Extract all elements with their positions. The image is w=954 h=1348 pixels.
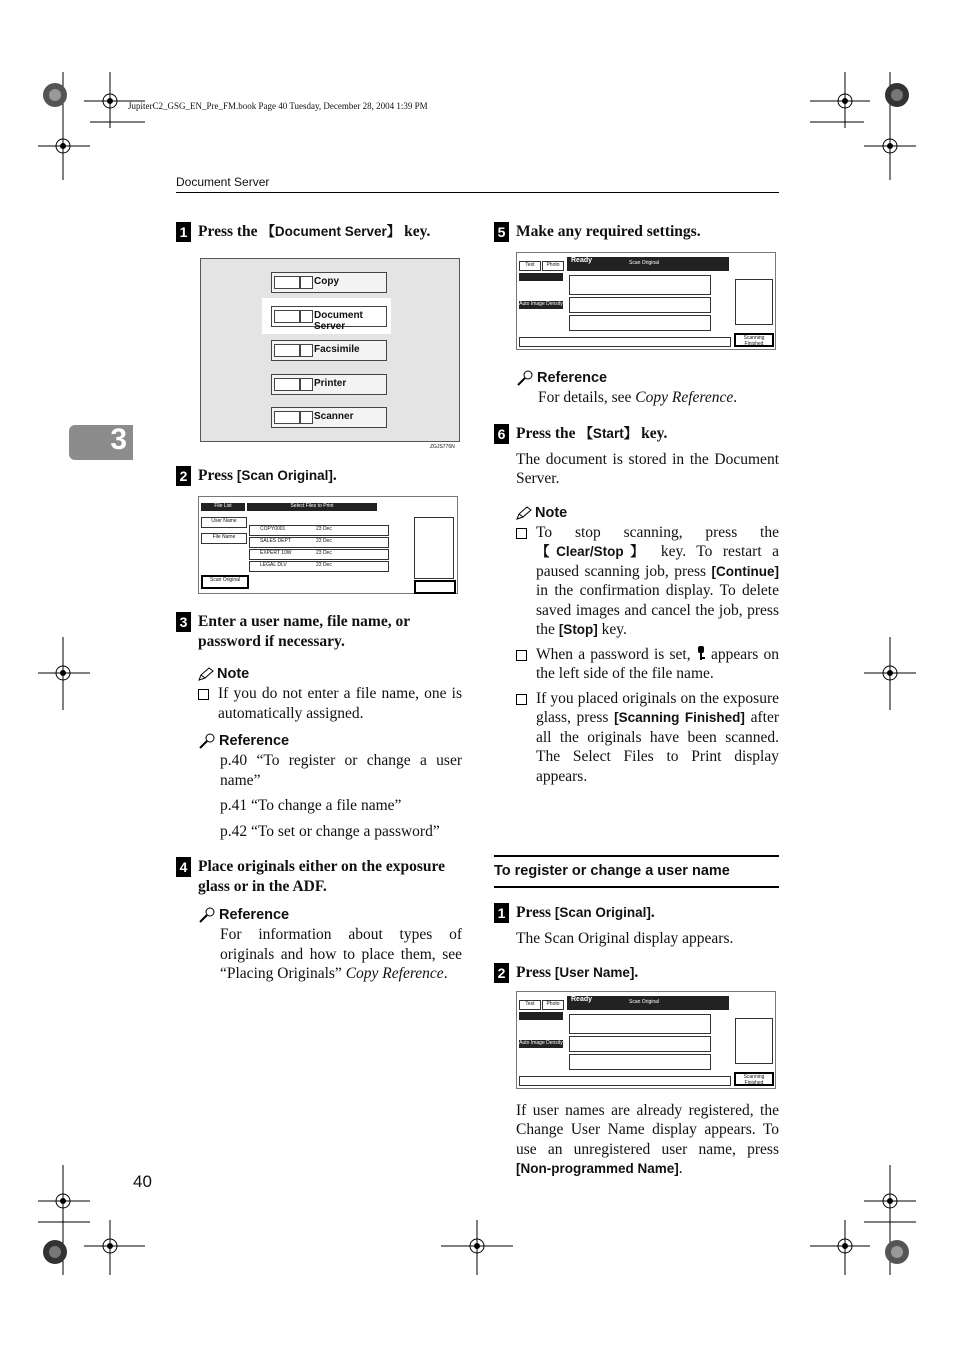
duplex-row xyxy=(569,1054,711,1070)
reduce-enlarge-row xyxy=(569,1036,711,1052)
file-rows xyxy=(249,525,389,572)
scan-original-btn: Scan Original xyxy=(201,575,249,589)
note-text: after all the originals have been scanned. The Select Files to Print display appears. xyxy=(536,709,779,785)
status-bar xyxy=(567,996,729,1010)
step-text: Press xyxy=(516,904,555,921)
row-date: 23 Dec xyxy=(316,562,332,568)
copy-label: Copy xyxy=(314,276,339,287)
row-date: 23 Dec xyxy=(316,526,332,532)
ref-italic: Copy Reference xyxy=(635,389,734,406)
search-file-name-btn: File Name xyxy=(201,533,247,544)
document-server-label: Document Server xyxy=(314,310,363,332)
step-number: 1 xyxy=(176,222,191,242)
step-text: Make any required settings. xyxy=(516,223,701,240)
note-bullet xyxy=(176,684,462,723)
photo-mode-btn: Photo xyxy=(542,1000,564,1010)
clear-stop-key: 【Clear/Stop】 xyxy=(536,544,651,559)
step-number: 4 xyxy=(176,857,191,877)
magnifier-icon xyxy=(516,370,534,386)
bottom-tabs xyxy=(519,337,731,347)
scanner-label: Scanner xyxy=(314,411,354,422)
scan-original-screen xyxy=(516,252,776,350)
paper-tray-row xyxy=(569,1014,711,1034)
row-user: COPY0001 xyxy=(260,526,286,532)
continue-key: [Continue] xyxy=(711,563,779,579)
facsimile-label: Facsimile xyxy=(314,344,360,355)
auto-density-btn: Auto Image Density xyxy=(519,301,563,307)
key-icon xyxy=(696,645,706,661)
step-text: Enter a user name, file name, or password if necessary. xyxy=(198,613,410,650)
status-bar xyxy=(567,257,729,271)
step-text: Press the xyxy=(516,424,580,442)
file-row xyxy=(249,549,389,560)
reference-heading xyxy=(494,370,779,386)
note-text: When a password is set, xyxy=(536,645,696,663)
reference-text xyxy=(494,388,779,408)
note-text: in the confirmation display. To delete saved images and cancel the job, press the xyxy=(536,582,779,638)
scan-original-key: [Scan Original] xyxy=(236,468,333,483)
step-text: Press xyxy=(198,467,237,484)
facsimile-key xyxy=(271,340,387,361)
bottom-tabs xyxy=(519,1076,731,1086)
note-bullet xyxy=(494,689,779,787)
step-text: Press the xyxy=(198,223,262,240)
search-user-name-btn: User Name xyxy=(201,517,247,528)
side-panel xyxy=(414,517,454,579)
final-end: . xyxy=(678,1160,683,1177)
file-list-tab: File List xyxy=(201,503,245,511)
chapter-number: 3 xyxy=(110,423,127,456)
figure-code: ZGJS776N xyxy=(430,444,455,450)
note-bullet xyxy=(494,645,779,684)
pencil-icon xyxy=(516,506,532,520)
text-mode-btn: Text xyxy=(519,261,541,271)
duplex-row xyxy=(569,315,711,331)
stop-key: [Stop] xyxy=(558,622,598,637)
row-user: SALES DEPT xyxy=(260,538,291,544)
section-step-1 xyxy=(494,903,779,923)
step-number: 5 xyxy=(494,222,509,242)
text-mode-btn: Text xyxy=(519,1000,541,1010)
note-heading xyxy=(494,505,779,521)
chapter-tab xyxy=(69,425,133,460)
note-title: Note xyxy=(217,666,250,682)
step-text-end: . xyxy=(650,904,655,921)
note-bullet xyxy=(494,523,779,640)
printer-label: Printer xyxy=(314,378,347,389)
reference-item: p.40 “To register or change a user name” xyxy=(220,752,462,789)
scanner-key xyxy=(271,407,387,428)
ref-end: . xyxy=(443,965,448,982)
print-settings-btn xyxy=(414,580,456,594)
ref-text: For information about types of originals and how to place them, see “Placing Originals” xyxy=(220,926,462,982)
user-name-panel xyxy=(735,279,773,325)
reference-title: Reference xyxy=(537,370,608,386)
file-info: JupiterC2_GSG_EN_Pre_FM.book Page 40 Tuesday, December 28, 2004 1:39 PM xyxy=(128,101,428,111)
mode-selected xyxy=(519,273,563,281)
section-content xyxy=(494,903,779,1179)
step-2 xyxy=(176,466,462,486)
final-text: If user names are already registered, the Change User Name display appears. To use an unregistered user name, press xyxy=(516,1101,779,1158)
step-text: Press xyxy=(516,963,555,981)
note-text: To stop scanning, press the xyxy=(536,523,779,541)
reference-heading xyxy=(176,907,462,923)
row-user: EXPERT 10W xyxy=(260,550,292,556)
printer-key xyxy=(271,374,387,395)
mode-selected xyxy=(519,1012,563,1020)
paper-tray-row xyxy=(569,275,711,295)
select-files-screen xyxy=(198,496,458,594)
note-heading xyxy=(176,666,462,682)
reference-text xyxy=(176,925,462,984)
document-server-key: 【Document Server】 xyxy=(261,224,401,239)
step-3 xyxy=(176,612,462,652)
final-paragraph xyxy=(494,1101,779,1179)
magnifier-icon xyxy=(198,733,216,749)
step-text-end: key. xyxy=(637,424,668,442)
reference-item: p.41 “To change a file name” xyxy=(220,797,402,814)
row-user: LEGAL DLV xyxy=(260,562,287,568)
auto-density-btn: Auto Image Density xyxy=(519,1039,563,1046)
ready-label: Ready xyxy=(571,995,593,1003)
mode-label: Scan Original xyxy=(629,260,660,266)
step-text-end: . xyxy=(634,963,639,981)
step-number: 1 xyxy=(494,903,509,923)
ready-label: Ready xyxy=(571,257,593,264)
step-1 xyxy=(176,222,462,242)
right-column xyxy=(494,222,779,791)
step-5 xyxy=(494,222,779,242)
scanning-finished-key: [Scanning Finished] xyxy=(614,710,745,725)
step-number: 2 xyxy=(494,963,509,983)
pencil-icon xyxy=(198,667,214,681)
document-server-key-panel xyxy=(271,306,387,332)
ref-text: For details, see xyxy=(538,389,636,406)
copy-key xyxy=(271,272,387,293)
scanning-finished-btn: Scanning Finished xyxy=(734,1072,774,1086)
file-row xyxy=(249,525,389,536)
scan-original-screen-2 xyxy=(516,991,776,1089)
user-name-panel xyxy=(735,1018,773,1064)
reference-heading xyxy=(176,733,462,749)
note-title: Note xyxy=(535,504,568,521)
running-header: Document Server xyxy=(176,175,270,189)
scan-original-key: [Scan Original] xyxy=(554,905,651,920)
step-text-end: key. xyxy=(400,223,431,240)
step-number: 2 xyxy=(176,466,191,486)
note-text: key. To restart a paused scanning job, press xyxy=(536,543,779,580)
ref-end: . xyxy=(733,389,738,406)
user-name-key: [User Name] xyxy=(554,964,635,980)
section-step-1-body: The Scan Original display appears. xyxy=(516,930,734,947)
step-6 xyxy=(494,424,779,444)
step-4 xyxy=(176,857,462,897)
step-number: 3 xyxy=(176,612,191,632)
reduce-enlarge-row xyxy=(569,297,711,313)
start-key: 【Start】 xyxy=(579,425,638,441)
scanning-finished-btn: Scanning Finished xyxy=(734,333,774,347)
select-files-title: Select Files to Print xyxy=(247,503,377,511)
left-column xyxy=(176,222,462,984)
section-step-2 xyxy=(494,963,779,983)
note-text: If you do not enter a file name, one is automatically assigned. xyxy=(218,685,462,722)
photo-mode-btn: Photo xyxy=(542,261,564,271)
note-text: appears on the left side of the file name. xyxy=(536,645,779,682)
reference-item: p.42 “To set or change a password” xyxy=(220,822,440,840)
mode-label: Scan Original xyxy=(629,998,660,1005)
step-number: 6 xyxy=(494,424,509,444)
step-text: Place originals either on the exposure glass or in the ADF. xyxy=(198,858,445,895)
section-heading: To register or change a user name xyxy=(494,855,779,888)
file-row xyxy=(249,537,389,548)
non-programmed-name-key: [Non-programmed Name] xyxy=(516,1161,679,1176)
ref-italic: Copy Reference xyxy=(345,965,444,982)
note-text: If you placed originals on the exposure glass, press xyxy=(536,689,779,726)
magnifier-icon xyxy=(198,907,216,923)
page-number: 40 xyxy=(133,1172,152,1191)
header-rule xyxy=(176,192,779,193)
note-text: key. xyxy=(597,621,627,638)
step-text-end: . xyxy=(332,467,337,484)
row-date: 23 Dec xyxy=(316,550,332,556)
control-panel-illustration xyxy=(200,258,460,442)
file-row xyxy=(249,561,389,572)
row-date: 23 Dec xyxy=(316,538,332,544)
reference-title: Reference xyxy=(219,907,290,923)
reference-title: Reference xyxy=(219,733,290,749)
step-6-body: The document is stored in the Document Server. xyxy=(516,450,779,487)
